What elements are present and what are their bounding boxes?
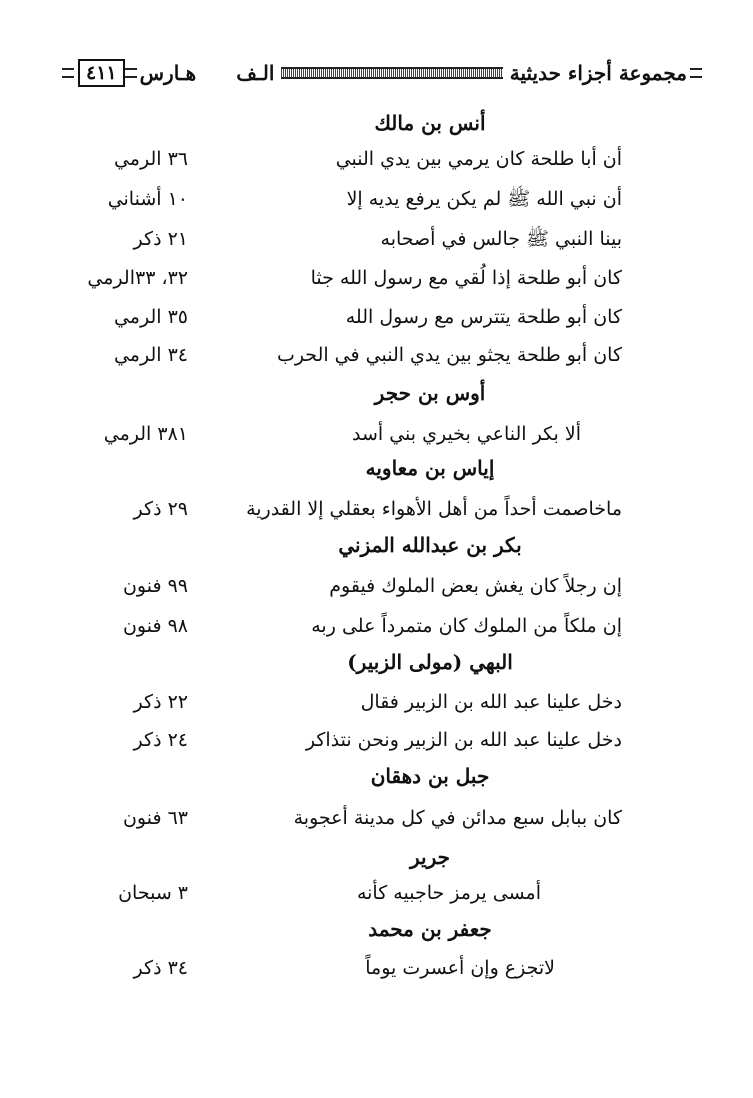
index-entry — [0, 724, 753, 756]
entry-text: كان أبو طلحة يتترس مع رسول الله — [345, 306, 622, 328]
entry-reference: ٣ سبحان — [118, 882, 188, 904]
entry-reference: ٣٢، ٣٣الرمي — [87, 267, 188, 289]
entry-text: ماخاصمت أحداً من أهل الأهواء بعقلي إلا القدرية — [246, 498, 622, 520]
section-heading: أنس بن مالك — [374, 111, 486, 135]
section-heading: جبل بن دهقان — [370, 764, 490, 788]
book-title: مجموعة أجزاء حديثية — [509, 61, 687, 85]
section-heading: جعفر بن محمد — [368, 917, 492, 941]
section-heading: البهي (مولى الزبير) — [347, 650, 513, 674]
header-rule — [281, 67, 502, 79]
index-entry — [0, 952, 753, 984]
entry-reference: ٣٨١ الرمي — [103, 423, 188, 445]
entry-reference: ٢١ ذكر — [133, 228, 188, 250]
section-heading: إياس بن معاويه — [365, 456, 495, 480]
entry-text: إن ملكاً من الملوك كان متمرداً على ربه — [311, 615, 622, 637]
entry-reference: ١٠ أشناني — [107, 188, 188, 210]
index-entry — [0, 686, 753, 718]
section-heading: جرير — [410, 845, 450, 869]
entry-reference: ٣٥ الرمي — [113, 306, 188, 328]
index-entry — [0, 223, 753, 255]
entry-text: كان ببابل سبع مدائن في كل مدينة أعجوبة — [293, 807, 622, 829]
entry-reference: ٢٤ ذكر — [133, 729, 188, 751]
entry-text: ألا بكر الناعي بخيري بني أسد — [351, 423, 581, 445]
index-entry — [0, 301, 753, 333]
index-entry — [0, 877, 753, 909]
entry-reference: ٣٤ ذكر — [133, 957, 188, 979]
entry-text: دخل علينا عبد الله بن الزبير ونحن نتذاكر — [305, 729, 622, 751]
index-entry — [0, 802, 753, 834]
entry-reference: ٩٨ فنون — [122, 615, 188, 637]
entry-text: أن أبا طلحة كان يرمي بين يدي النبي — [335, 148, 622, 170]
entry-reference: ٣٤ الرمي — [113, 344, 188, 366]
entry-reference: ٦٣ فنون — [122, 807, 188, 829]
index-entry — [0, 570, 753, 602]
section-title-part1: الـف — [236, 61, 275, 85]
header-rule-end — [690, 68, 702, 78]
entry-text: دخل علينا عبد الله بن الزبير فقال — [360, 691, 622, 713]
entry-text: أن نبي الله ﷺ لم يكن يرفع يديه إلا — [346, 188, 622, 210]
entry-reference: ٩٩ فنون — [122, 575, 188, 597]
entry-text: كان أبو طلحة يجثو بين يدي النبي في الحرب — [276, 344, 622, 366]
index-entry — [0, 493, 753, 525]
entry-text: كان أبو طلحة إذا لُقي مع رسول الله جثا — [310, 267, 622, 289]
index-entry — [0, 610, 753, 642]
entry-reference: ٣٦ الرمي — [113, 148, 188, 170]
entry-reference: ٢٢ ذكر — [133, 691, 188, 713]
header-rule-short — [125, 68, 137, 78]
entry-text: لاتجزع وإن أعسرت يوماً — [365, 957, 555, 979]
section-heading: أوس بن حجر — [374, 381, 486, 405]
section-heading: بكر بن عبدالله المزني — [338, 533, 522, 557]
section-title-part2: هـارس — [139, 61, 197, 85]
index-entry — [0, 418, 753, 450]
index-entry — [0, 262, 753, 294]
running-header — [62, 58, 702, 88]
entry-text: أمسى يرمز حاجبيه كأنه — [356, 882, 541, 904]
index-entry — [0, 183, 753, 215]
index-entry — [0, 143, 753, 175]
header-rule-end-left — [62, 68, 74, 78]
index-entry — [0, 339, 753, 371]
entry-reference: ٢٩ ذكر — [133, 498, 188, 520]
entry-text: إن رجلاً كان يغش بعض الملوك فيقوم — [329, 575, 622, 597]
entry-text: بينا النبي ﷺ جالس في أصحابه — [380, 228, 622, 250]
page-number: ٤١١ — [78, 59, 125, 87]
